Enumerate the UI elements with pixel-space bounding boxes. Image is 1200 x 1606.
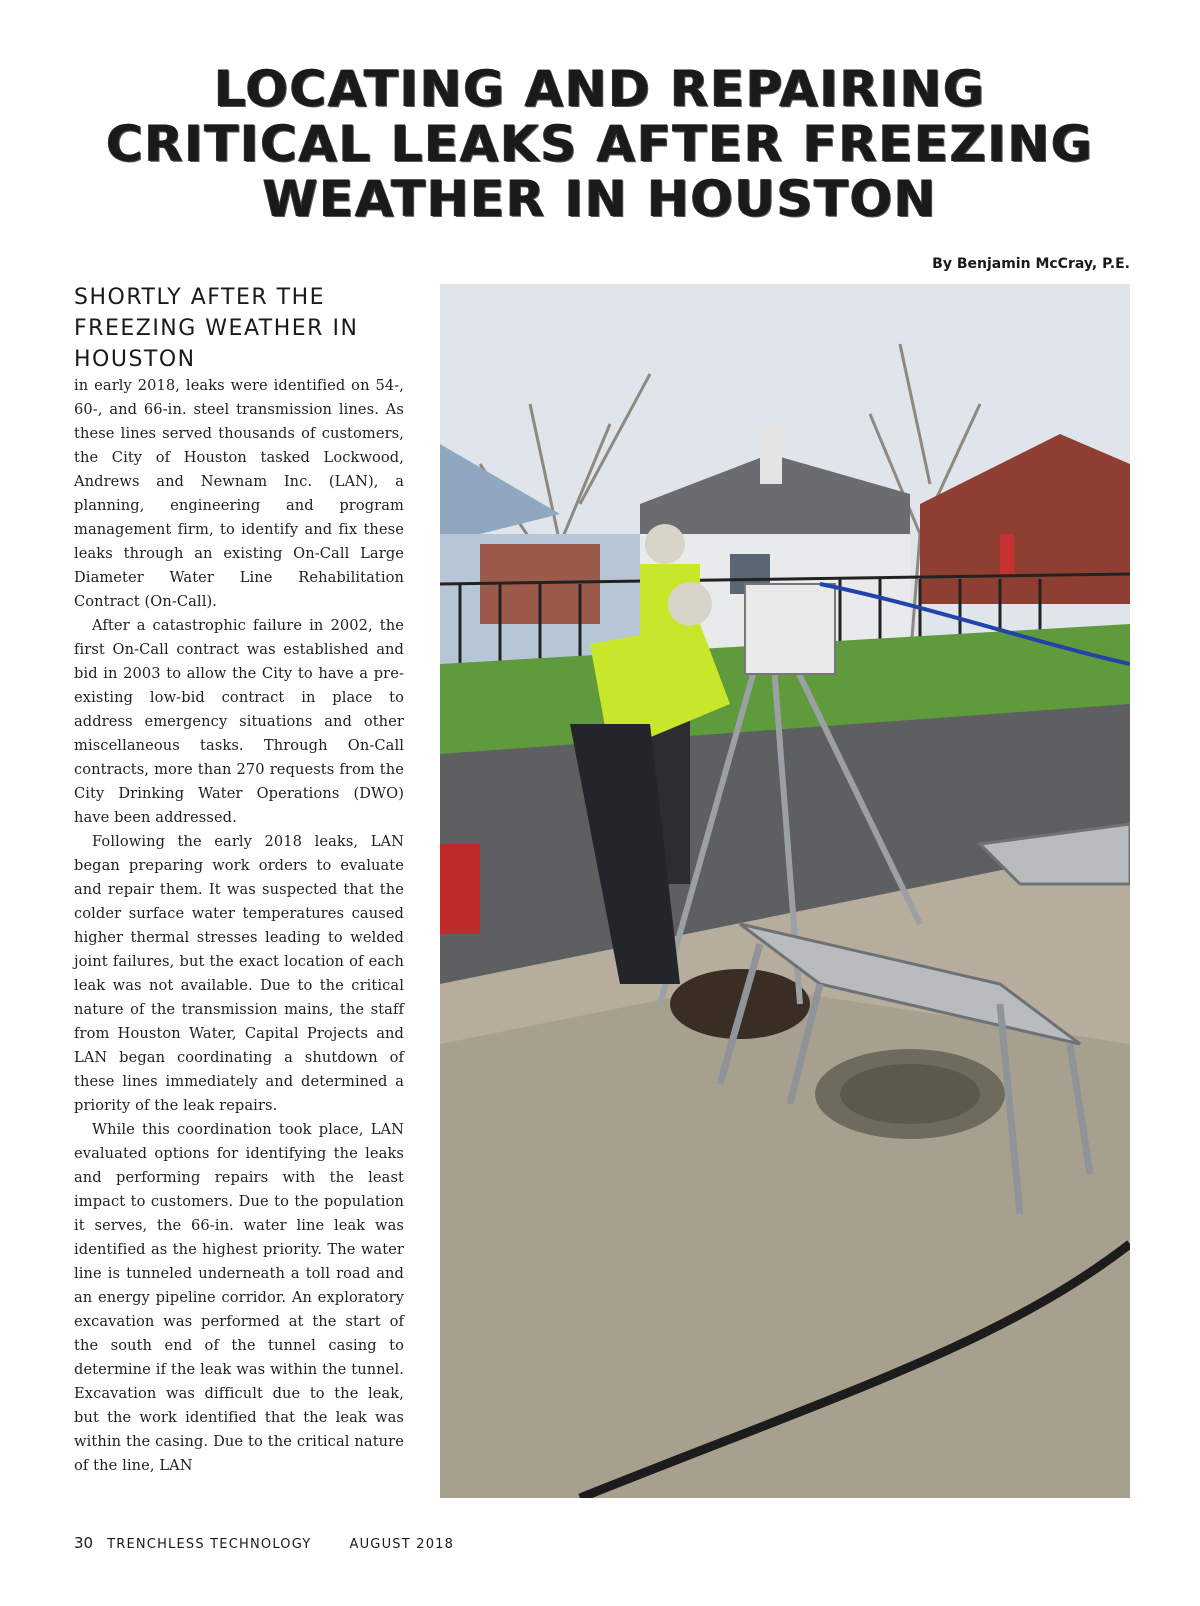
article-title (40, 62, 1160, 227)
title-line: CRITICAL LEAKS AFTER FREEZING (106, 115, 1094, 173)
issue-date: AUGUST 2018 (349, 1537, 455, 1552)
article-body (74, 374, 404, 1478)
lead-heading: SHORTLY AFTER THE FREEZING WEATHER IN HOUSTON (74, 285, 359, 372)
title-line: LOCATING AND REPAIRING (214, 60, 986, 118)
paragraph: After a catastrophic failure in 2002, the first On-Call contract was established and bid in 2003 to allow the City to have a pre-existing low-bid contract in place to address emergency situations and other miscellaneous tasks. Through On-Call contracts, more than 270 requests from the City Drinking Water Operations (DWO) have been addressed. (74, 617, 404, 826)
article-photo (440, 284, 1130, 1498)
paragraph: Following the early 2018 leaks, LAN began preparing work orders to evaluate and repair them. It was suspected that the colder surface water temperatures caused higher thermal stresses leading to welded joint failures, but the exact location of each leak was not available. Due to the critical nature of the transmission mains, the staff from Houston Water, Capital Projects and LAN began coordinating a shutdown of these lines immediately and determined a priority of the leak repairs. (74, 833, 404, 1114)
paragraph: While this coordination took place, LAN evaluated options for identifying the leaks and performing repairs with the least impact to customers. Due to the population it serves, the 66-in. water line leak was identified as the highest priority. The water line is tunneled underneath a toll road and an energy pipeline corridor. An exploratory excavation was performed at the start of the south end of the tunnel casing to determine if the leak was within the tunnel. Excavation was difficult due to the leak, but the work identified that the leak was within the casing. Due to the critical nature of the line, LAN (74, 1121, 404, 1474)
title-line: WEATHER IN HOUSTON (262, 170, 938, 228)
page-footer (74, 1534, 454, 1552)
publication-name: TRENCHLESS TECHNOLOGY (107, 1537, 312, 1552)
byline: By Benjamin McCray, P.E. (932, 256, 1130, 272)
page-number: 30 (74, 1534, 94, 1552)
paragraph: in early 2018, leaks were identified on 54-, 60-, and 66-in. steel transmission lines. As these lines served thousands of customers, the City of Houston tasked Lockwood, Andrews and Newnam Inc. (LAN), a planning, engineering and program management firm, to identify and fix these leaks through an existing On-Call Large Diameter Water Line Rehabilitation Contract (On-Call). (74, 377, 404, 610)
